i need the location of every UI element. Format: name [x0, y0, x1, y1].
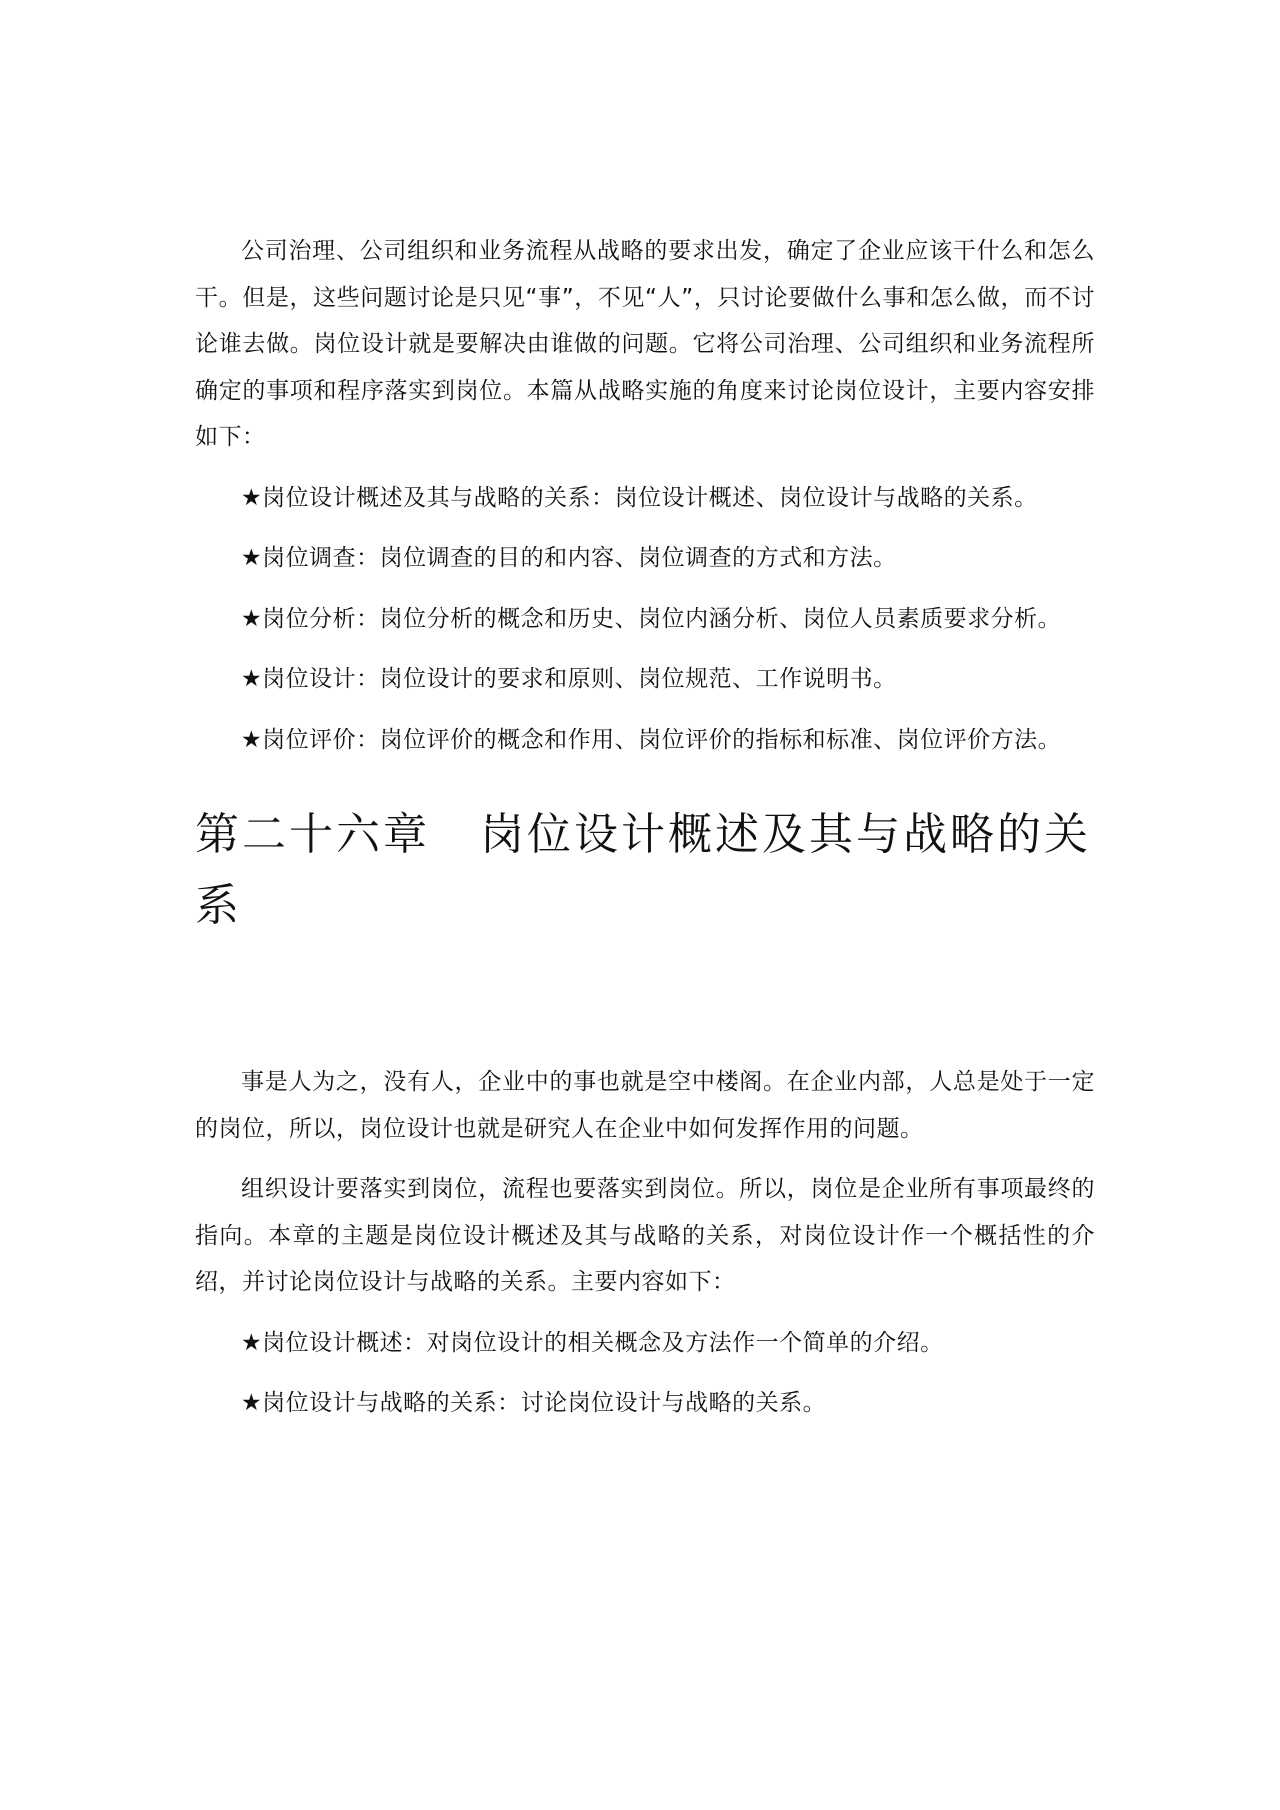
chapter-item-overview: ★岗位设计概述：对岗位设计的相关概念及方法作一个简单的介绍。 [241, 1329, 944, 1356]
intro-paragraph: 公司治理、公司组织和业务流程从战略的要求出发，确定了企业应该干什么和怎么干。但是，这些问题讨论是只见“事”，不见“人”，只讨论要做什么事和怎么做，而不讨论谁去做。岗位设计就是要解决由谁做的问题。它将公司治理、公司组织和业务流程所确定的事项和程序落实到岗位。本篇从战略实施的角度来讨论岗位设计，主要内容安排如下： [195, 238, 1095, 450]
chapter-title-text: 岗位设计概述及其与战略的关系 [195, 809, 1091, 931]
intro-item-evaluation: ★岗位评价：岗位评价的概念和作用、岗位评价的指标和标准、岗位评价方法。 [241, 726, 1062, 753]
chapter-item-relation: ★岗位设计与战略的关系：讨论岗位设计与战略的关系。 [241, 1390, 827, 1416]
part-introduction [195, 228, 1095, 763]
intro-item-survey: ★岗位调查：岗位调查的目的和内容、岗位调查的方式和方法。 [241, 545, 897, 571]
chapter-number: 第二十六章 [195, 809, 430, 860]
chapter-paragraph: 事是人为之，没有人，企业中的事也就是空中楼阁。在企业内部，人总是处于一定的岗位，所以，岗位设计也就是研究人在企业中如何发挥作用的问题。 [195, 1069, 1095, 1142]
chapter-paragraph: 组织设计要落实到岗位，流程也要落实到岗位。所以，岗位是企业所有事项最终的指向。本章的主题是岗位设计概述及其与战略的关系，对岗位设计作一个概括性的介绍，并讨论岗位设计与战略的关系。主要内容如下： [195, 1176, 1095, 1295]
intro-item-design: ★岗位设计：岗位设计的要求和原则、岗位规范、工作说明书。 [241, 666, 897, 692]
chapter-heading [195, 799, 1095, 941]
intro-item-analysis: ★岗位分析：岗位分析的概念和历史、岗位内涵分析、岗位人员素质要求分析。 [241, 605, 1062, 632]
page-content [195, 228, 1095, 1427]
chapter-body [195, 1059, 1095, 1427]
intro-item-overview: ★岗位设计概述及其与战略的关系：岗位设计概述、岗位设计与战略的关系。 [241, 484, 1038, 511]
